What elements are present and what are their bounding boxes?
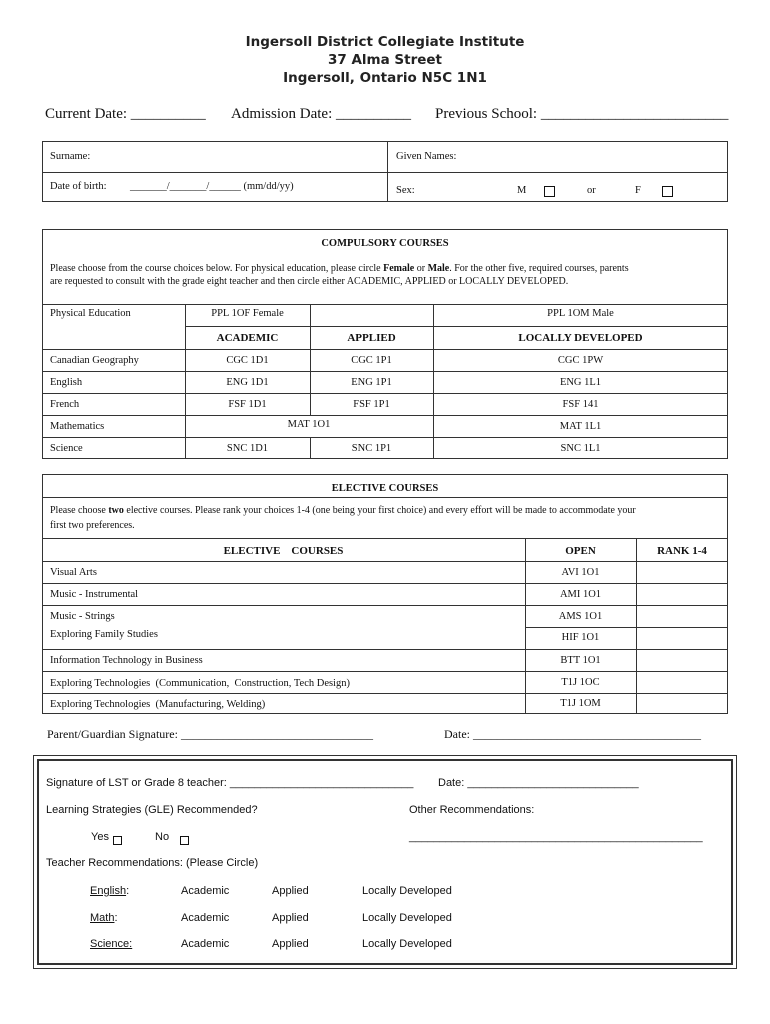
recommendation-option[interactable]: Locally Developed bbox=[362, 938, 452, 950]
divider bbox=[42, 304, 728, 305]
rank-input[interactable] bbox=[637, 628, 727, 648]
divider bbox=[42, 497, 728, 498]
divider bbox=[42, 605, 728, 606]
teacher-recommendations-label: Teacher Recommendations: (Please Circle) bbox=[46, 857, 259, 869]
rank-input[interactable] bbox=[637, 562, 727, 582]
compulsory-instructions: Please choose from the course choices below. For physical education, please circle Female or Male. For the other five, required courses, parents bbox=[50, 263, 629, 274]
compulsory-instructions-2: are requested to consult with the grade eight teacher and then circle either ACADEMIC, APPLIED or LOCALLY DEVELOPED. bbox=[50, 276, 569, 287]
recommendation-option[interactable]: Academic bbox=[181, 912, 230, 924]
gle-question: Learning Strategies (GLE) Recommended? bbox=[46, 804, 258, 816]
yes-checkbox[interactable] bbox=[113, 832, 122, 850]
subject-label: French bbox=[50, 399, 80, 410]
divider bbox=[42, 393, 728, 394]
subject-label: Canadian Geography bbox=[50, 355, 139, 366]
subject-label: Science bbox=[50, 443, 83, 454]
divider bbox=[42, 415, 728, 416]
col-applied: APPLIED bbox=[347, 332, 396, 344]
current-date-field[interactable]: Current Date: __________ bbox=[45, 106, 206, 122]
divider bbox=[42, 437, 728, 438]
dob-label: Date of birth: bbox=[50, 181, 107, 192]
recommendation-option[interactable]: Locally Developed bbox=[362, 912, 452, 924]
school-city: Ingersoll, Ontario N5C 1N1 bbox=[283, 70, 487, 86]
elective-course-name: Exploring Technologies (Manufacturing, Welding) bbox=[50, 699, 266, 710]
pe-label: Physical Education bbox=[50, 308, 131, 319]
divider bbox=[42, 371, 728, 372]
admission-date-field[interactable]: Admission Date: __________ bbox=[231, 106, 411, 122]
parent-date-field[interactable]: Date: ______________________________________ bbox=[444, 727, 701, 741]
elective-course-code: AVI 1O1 bbox=[561, 567, 600, 578]
course-option[interactable]: MAT 1L1 bbox=[559, 421, 602, 432]
sex-m-checkbox[interactable] bbox=[544, 183, 555, 201]
math-label: Math: bbox=[90, 912, 118, 924]
elective-instructions: Please choose two elective courses. Please rank your choices 1-4 (one being your first choice) and every effort will be made to accommodate your bbox=[50, 505, 636, 516]
pe-female-option[interactable]: PPL 1OF Female bbox=[211, 308, 284, 319]
course-option[interactable]: MAT 1O1 bbox=[287, 419, 331, 430]
divider bbox=[42, 583, 728, 584]
course-option[interactable]: FSF 141 bbox=[562, 399, 599, 410]
recommendation-option[interactable]: Academic bbox=[181, 938, 230, 950]
course-option[interactable]: CGC 1PW bbox=[557, 355, 604, 366]
surname-label[interactable]: Surname: bbox=[50, 151, 91, 162]
english-label: English: bbox=[90, 885, 130, 897]
divider bbox=[42, 538, 728, 539]
lst-signature-field[interactable]: Signature of LST or Grade 8 teacher: ______________________________ bbox=[46, 777, 414, 789]
rank-input[interactable] bbox=[637, 650, 727, 670]
other-recommendations-line[interactable]: ________________________________________________ bbox=[409, 831, 703, 843]
divider bbox=[42, 561, 728, 562]
course-option[interactable]: ENG 1D1 bbox=[226, 377, 269, 388]
yes-label: Yes bbox=[91, 831, 109, 843]
sex-f-label: F bbox=[635, 185, 641, 196]
elective-course-code: AMI 1O1 bbox=[559, 589, 602, 600]
other-recommendations-label: Other Recommendations: bbox=[409, 804, 535, 816]
elective-course-name: Exploring Family Studies bbox=[50, 629, 158, 640]
elective-course-code: BTT 1O1 bbox=[560, 655, 601, 666]
course-option[interactable]: SNC 1D1 bbox=[226, 443, 269, 454]
recommendation-option[interactable]: Applied bbox=[272, 938, 309, 950]
course-option[interactable]: ENG 1P1 bbox=[351, 377, 392, 388]
given-names-label[interactable]: Given Names: bbox=[396, 151, 457, 162]
rank-input[interactable] bbox=[637, 584, 727, 604]
no-label: No bbox=[155, 831, 170, 843]
divider bbox=[42, 671, 728, 672]
male-text: Male bbox=[427, 263, 450, 274]
elective-course-code: HIF 1O1 bbox=[561, 632, 600, 643]
col-elective-courses: ELECTIVE COURSES bbox=[223, 545, 344, 557]
recommendation-option[interactable]: Academic bbox=[181, 885, 230, 897]
elective-course-name: Visual Arts bbox=[50, 567, 97, 578]
course-option[interactable]: FSF 1P1 bbox=[353, 399, 390, 410]
divider bbox=[42, 349, 728, 350]
elective-course-name: Information Technology in Business bbox=[50, 655, 203, 666]
science-label: Science: bbox=[90, 938, 133, 950]
divider bbox=[42, 649, 728, 650]
divider bbox=[42, 693, 728, 694]
divider bbox=[387, 141, 388, 202]
previous-school-field[interactable]: Previous School: _________________________ bbox=[435, 106, 729, 122]
elective-course-code: T1J 1OM bbox=[560, 698, 601, 709]
recommendation-option[interactable]: Locally Developed bbox=[362, 885, 452, 897]
rank-input[interactable] bbox=[637, 606, 727, 626]
course-option[interactable]: CGC 1D1 bbox=[226, 355, 269, 366]
sex-f-checkbox[interactable] bbox=[662, 183, 673, 201]
elective-course-name: Exploring Technologies (Communication, Construction, Tech Design) bbox=[50, 678, 350, 689]
no-checkbox[interactable] bbox=[180, 832, 189, 850]
recommendation-option[interactable]: Applied bbox=[272, 912, 309, 924]
pe-male-option[interactable]: PPL 1OM Male bbox=[547, 308, 614, 319]
rank-input[interactable] bbox=[637, 672, 727, 692]
course-option[interactable]: CGC 1P1 bbox=[351, 355, 392, 366]
course-option[interactable]: SNC 1L1 bbox=[560, 443, 601, 454]
elective-course-name: Music - Strings bbox=[50, 611, 115, 622]
two-text: two bbox=[108, 505, 124, 516]
sex-m-label: M bbox=[517, 185, 527, 196]
sex-or-label: or bbox=[587, 185, 596, 196]
col-locally-developed: LOCALLY DEVELOPED bbox=[518, 332, 643, 344]
female-text: Female bbox=[383, 263, 415, 274]
subject-label: English bbox=[50, 377, 83, 388]
elective-title: ELECTIVE COURSES bbox=[331, 483, 439, 494]
course-option[interactable]: FSF 1D1 bbox=[228, 399, 267, 410]
recommendation-option[interactable]: Applied bbox=[272, 885, 309, 897]
sex-label: Sex: bbox=[396, 185, 415, 196]
lst-date-field[interactable]: Date: ____________________________ bbox=[438, 777, 639, 789]
school-name: Ingersoll District Collegiate Institute bbox=[245, 34, 525, 50]
divider bbox=[185, 326, 728, 327]
subject-label: Mathematics bbox=[50, 421, 105, 432]
col-academic: ACADEMIC bbox=[216, 332, 279, 344]
elective-course-code: AMS 1O1 bbox=[558, 611, 603, 622]
divider bbox=[42, 172, 728, 173]
school-street: 37 Alma Street bbox=[327, 52, 443, 68]
parent-signature-field[interactable]: Parent/Guardian Signature: ________________________________ bbox=[47, 727, 373, 741]
course-option[interactable]: SNC 1P1 bbox=[351, 443, 392, 454]
elective-course-code: T1J 1OC bbox=[561, 677, 600, 688]
elective-instructions-2: first two preferences. bbox=[50, 520, 135, 531]
elective-course-name: Music - Instrumental bbox=[50, 589, 139, 600]
dob-field[interactable]: _______/_______/______ (mm/dd/yy) bbox=[130, 181, 294, 192]
compulsory-title: COMPULSORY COURSES bbox=[321, 238, 449, 249]
course-option[interactable]: ENG 1L1 bbox=[559, 377, 602, 388]
col-open: OPEN bbox=[565, 545, 596, 557]
col-rank: RANK 1-4 bbox=[657, 545, 707, 557]
rank-input[interactable] bbox=[637, 694, 727, 713]
